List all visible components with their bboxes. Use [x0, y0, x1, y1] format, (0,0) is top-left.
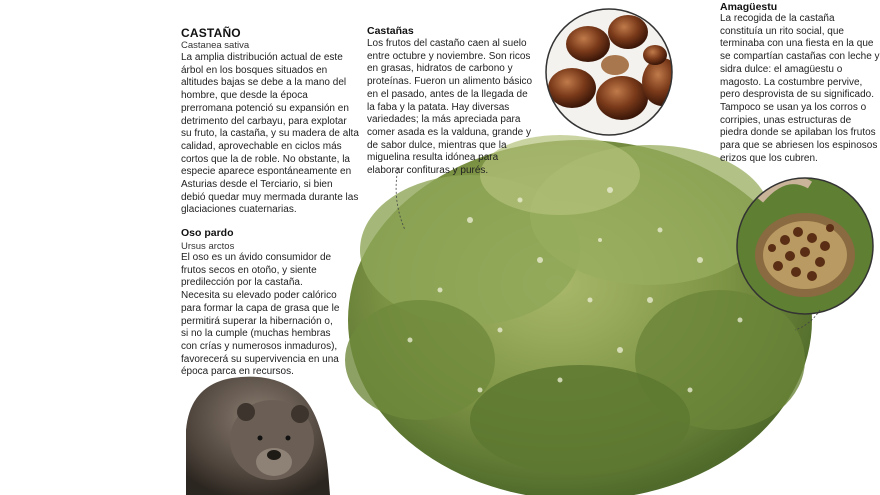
brown-bear-illustration [186, 377, 330, 495]
main-scientific-name: Castanea sativa [181, 40, 250, 51]
amagustu-description: La recogida de la castaña constituía un rito social, que terminaba con una fiesta en la que se compartían castañas con leche y sidra dulce: el amagüestu o magosto. La costumbre pervive, pero desprovista de su significado. Tampoco se usan ya los corros o corripies, unas estructuras de piedra donde se apilaban los frutos para que se abriesen los espinosos erizos que los cubren. [720, 13, 880, 164]
bear-scientific-name: Ursus arctos [181, 241, 235, 252]
main-title: CASTAÑO [181, 26, 241, 40]
bear-section-title: Oso pardo [181, 227, 234, 239]
amagustu-section-title: Amagüestu [720, 1, 778, 13]
main-description: La amplia distribución actual de este árbol en los bosques situados en altitudes bajas se debe a la mano del hombre, que desde la época prerromana potenció su expansión en detrimento del carbayu, para explotar su fruto, la castaña, y su madera de alta calidad, aprovechable en ciclos más cortos que la de roble. No obstante, la especie aparece espontáneamente en Asturias desde el Terciario, si bien debió quedar muy mermada durante las glaciaciones cuaternarias. [181, 52, 359, 216]
chestnuts-photo [546, 9, 682, 135]
bear-description: El oso es un ávido consumidor de frutos secos en otoño, y siente predilección por la castaña. Necesita su elevado poder calórico para formar la capa de grasa que le permitirá superar la hibernación o, si no la cumple (muchas hembras con crías y numerosos inmaduros), favorecerá su supervivencia en una época parca en recursos. [181, 252, 340, 378]
chestnuts-section-title: Castañas [367, 25, 414, 37]
basket-photo [737, 178, 873, 314]
chestnuts-description: Los frutos del castaño caen al suelo entre octubre y noviembre. Son ricos en grasas, hidratos de carbono y proteínas. Fueron un alimento básico en el pasado, antes de la llegada de la faba y la patata. Hay diversas variedades; la más apreciada para comer asada es la valduna, grande y de sabor dulce, mientras que la miguelina resulta idónea para elaborar confituras y purés. [367, 38, 533, 177]
chestnut-tree-illustration [345, 135, 812, 495]
